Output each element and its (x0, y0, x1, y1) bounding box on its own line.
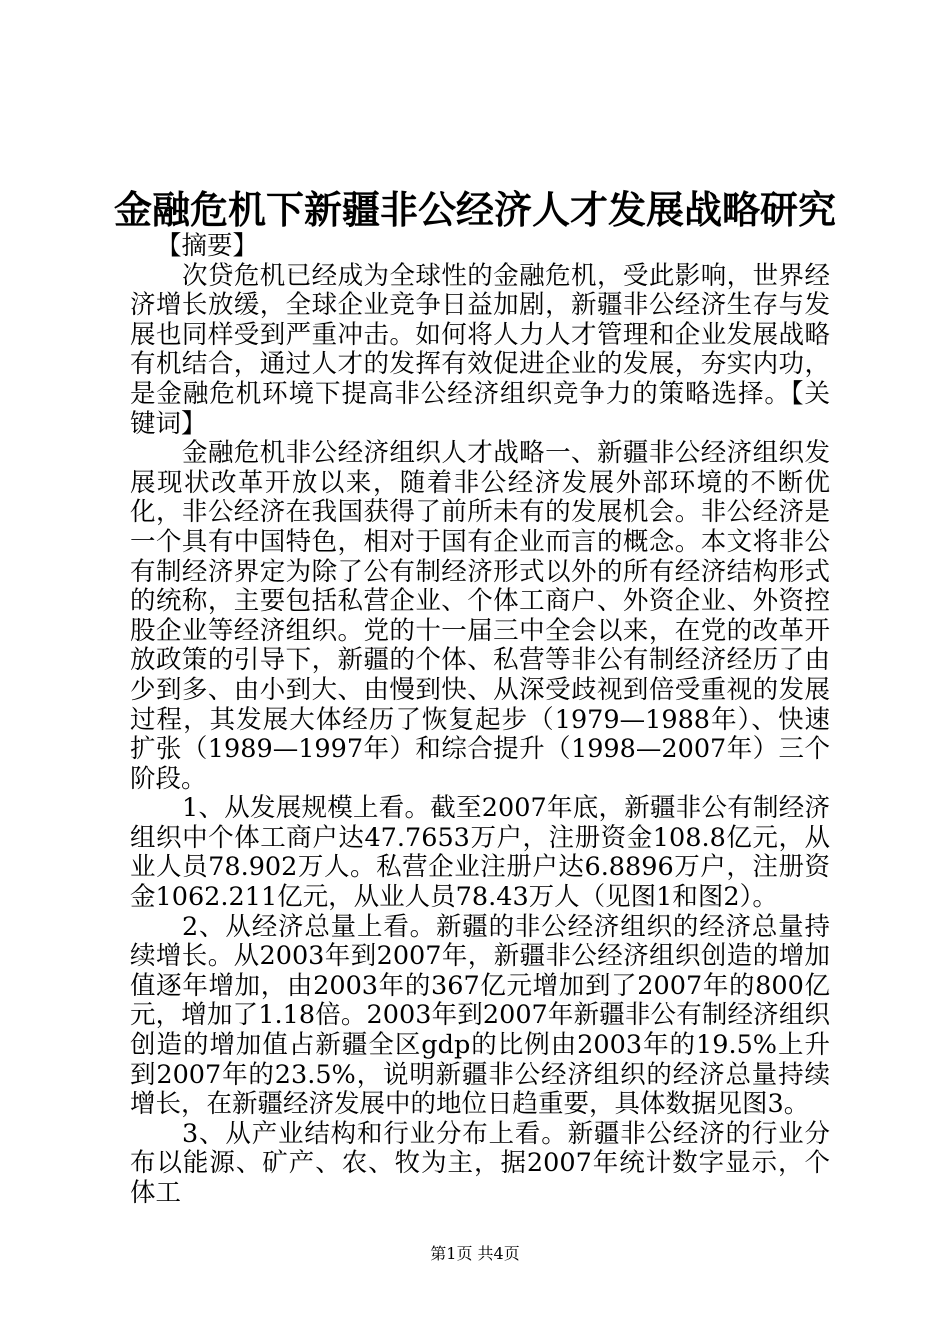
document-body (130, 232, 830, 1209)
paragraph-abstract: 次贷危机已经成为全球性的金融危机，受此影响，世界经济增长放缓，全球企业竞争日益加剧，新疆非公经济生存与发展也同样受到严重冲击。如何将人力人才管理和企业发展战略有机结合，通过人才的发挥有效促进企业的发展，夯实内功，是金融危机环境下提高非公经济组织竞争力的策略选择。【关键词】 (130, 260, 830, 439)
page-footer: 第1页 共4页 (430, 1244, 520, 1263)
paragraph-industry-structure: 3、从产业结构和行业分布上看。新疆非公经济的行业分布以能源、矿产、农、牧为主，据2007年统计数字显示，个体工 (130, 1118, 830, 1208)
paragraph-economic-total: 2、从经济总量上看。新疆的非公经济组织的经济总量持续增长。从2003年到2007年，新疆非公经济组织创造的增加值逐年增加，由2003年的367亿元增加到了2007年的800亿元，增加了1.18倍。2003年到2007年新疆非公有制经济组织创造的增加值占新疆全区gdp的比例由2003年的19.5%上升到2007年的23.5%，说明新疆非公经济组织的经济总量持续增长，在新疆经济发展中的地位日趋重要，具体数据见图3。 (130, 911, 830, 1120)
abstract-label: 【摘要】 (156, 231, 259, 261)
document-title: 金融危机下新疆非公经济人才发展战略研究 (113, 187, 836, 232)
paragraph-keywords-status: 金融危机非公经济组织人才战略一、新疆非公经济组织发展现状改革开放以来，随着非公经济发展外部环境的不断优化，非公经济在我国获得了前所未有的发展机会。非公经济是一个具有中国特色，相对于国有企业而言的概念。本文将非公有制经济界定为除了公有制经济形式以外的所有经济结构形式的统称，主要包括私营企业、个体工商户、外资企业、外资控股企业等经济组织。党的十一届三中全会以来，在党的改革开放政策的引导下，新疆的个体、私营等非公有制经济经历了由少到多、由小到大、由慢到快、从深受歧视到倍受重视的发展过程，其发展大体经历了恢复起步（1979—1988年）、快速扩张（1989—1997年）和综合提升（1998—2007年）三个阶段。 (130, 438, 830, 794)
paragraph-scale: 1、从发展规模上看。截至2007年底，新疆非公有制经济组织中个体工商户达47.7653万户，注册资金108.8亿元，从业人员78.902万人。私营企业注册户达6.8896万户，注册资金1062.211亿元，从业人员78.43万人（见图1和图2）。 (130, 793, 830, 913)
